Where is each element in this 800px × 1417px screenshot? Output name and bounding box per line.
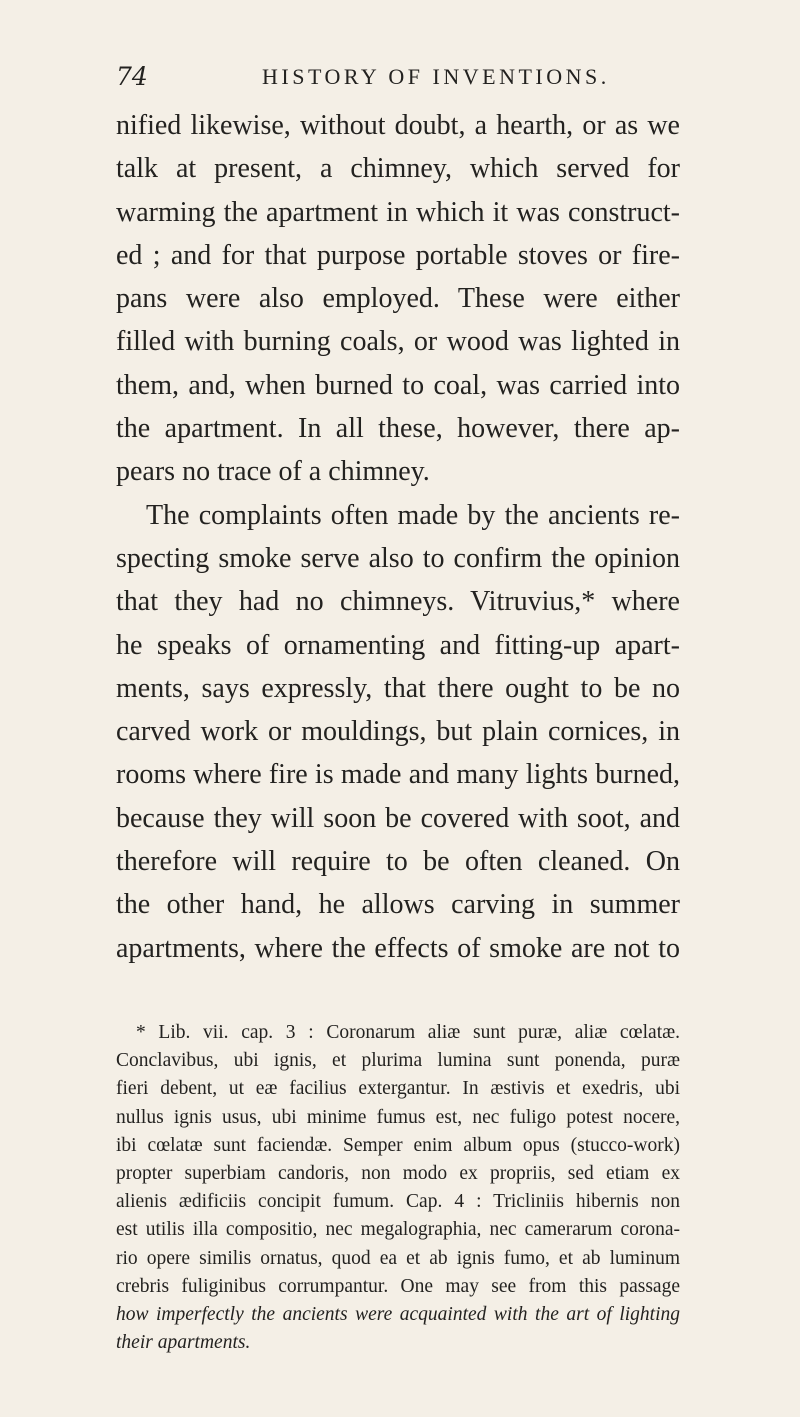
body-line: them, and, when burned to coal, was carried into bbox=[116, 369, 680, 401]
footnote-line: ibi cœlatæ sunt faciendæ. Semper enim album opus (stucco-work) bbox=[116, 1134, 680, 1156]
body-line: he speaks of ornamenting and fitting-up apart- bbox=[116, 629, 680, 661]
footnote-line: Conclavibus, ubi ignis, et plurima lumina sunt ponenda, puræ bbox=[116, 1050, 680, 1072]
footnote bbox=[116, 1019, 680, 1357]
body-line: The complaints often made by the ancients re- bbox=[146, 499, 680, 531]
body-line: because they will soon be covered with soot, and bbox=[116, 802, 680, 834]
running-title: HISTORY OF INVENTIONS. bbox=[262, 64, 610, 89]
footnote-line: fieri debent, ut eæ facilius extergantur. In æstivis et exedris, ubi bbox=[116, 1078, 680, 1100]
footnote-line: how imperfectly the ancients were acquainted with the art of lighting bbox=[116, 1303, 680, 1325]
body-line: apartments, where the effects of smoke are not to bbox=[116, 932, 680, 964]
running-head bbox=[116, 62, 676, 98]
body-line: rooms where fire is made and many lights burned, bbox=[116, 759, 680, 791]
body-line: the other hand, he allows carving in summer bbox=[116, 889, 680, 921]
body-line: pans were also employed. These were either bbox=[116, 283, 680, 315]
body-line: talk at present, a chimney, which served for bbox=[116, 153, 680, 185]
body-text bbox=[116, 104, 680, 970]
footnote-line: nullus ignis usus, ubi minime fumus est, nec fuligo potest nocere, bbox=[116, 1106, 680, 1128]
body-line: specting smoke serve also to confirm the opinion bbox=[116, 542, 680, 574]
body-line: therefore will require to be often cleaned. On bbox=[116, 846, 680, 878]
footnote-line: propter superbiam candoris, non modo ex propriis, sed etiam ex bbox=[116, 1162, 680, 1184]
footnote-line: their apartments. bbox=[116, 1332, 251, 1354]
body-line: warming the apartment in which it was construct- bbox=[116, 196, 680, 228]
body-line: that they had no chimneys. Vitruvius,* where bbox=[116, 586, 680, 618]
footnote-line: * Lib. vii. cap. 3 : Coronarum aliæ sunt puræ, aliæ cœlatæ. bbox=[136, 1022, 680, 1043]
footnote-line: est utilis illa compositio, nec megalographia, nec camerarum corona- bbox=[116, 1219, 680, 1241]
body-line: pears no trace of a chimney. bbox=[116, 456, 430, 488]
body-line: carved work or mouldings, but plain cornices, in bbox=[116, 716, 680, 748]
page-number: 74 bbox=[116, 62, 148, 91]
body-line: filled with burning coals, or wood was lighted in bbox=[116, 326, 680, 358]
body-line: ments, says expressly, that there ought to be no bbox=[116, 672, 680, 704]
footnote-line: rio opere similis ornatus, quod ea et ab ignis fumo, et ab luminum bbox=[116, 1247, 680, 1269]
body-line: the apartment. In all these, however, there ap- bbox=[116, 413, 680, 445]
footnote-line: alienis ædificiis concipit fumum. Cap. 4 : Tricliniis hibernis non bbox=[116, 1191, 680, 1213]
body-line: nified likewise, without doubt, a hearth, or as we bbox=[116, 110, 680, 141]
footnote-line: crebris fuliginibus corrumpantur. One may see from this passage bbox=[116, 1275, 680, 1297]
body-line: ed ; and for that purpose portable stoves or fire- bbox=[116, 239, 680, 271]
